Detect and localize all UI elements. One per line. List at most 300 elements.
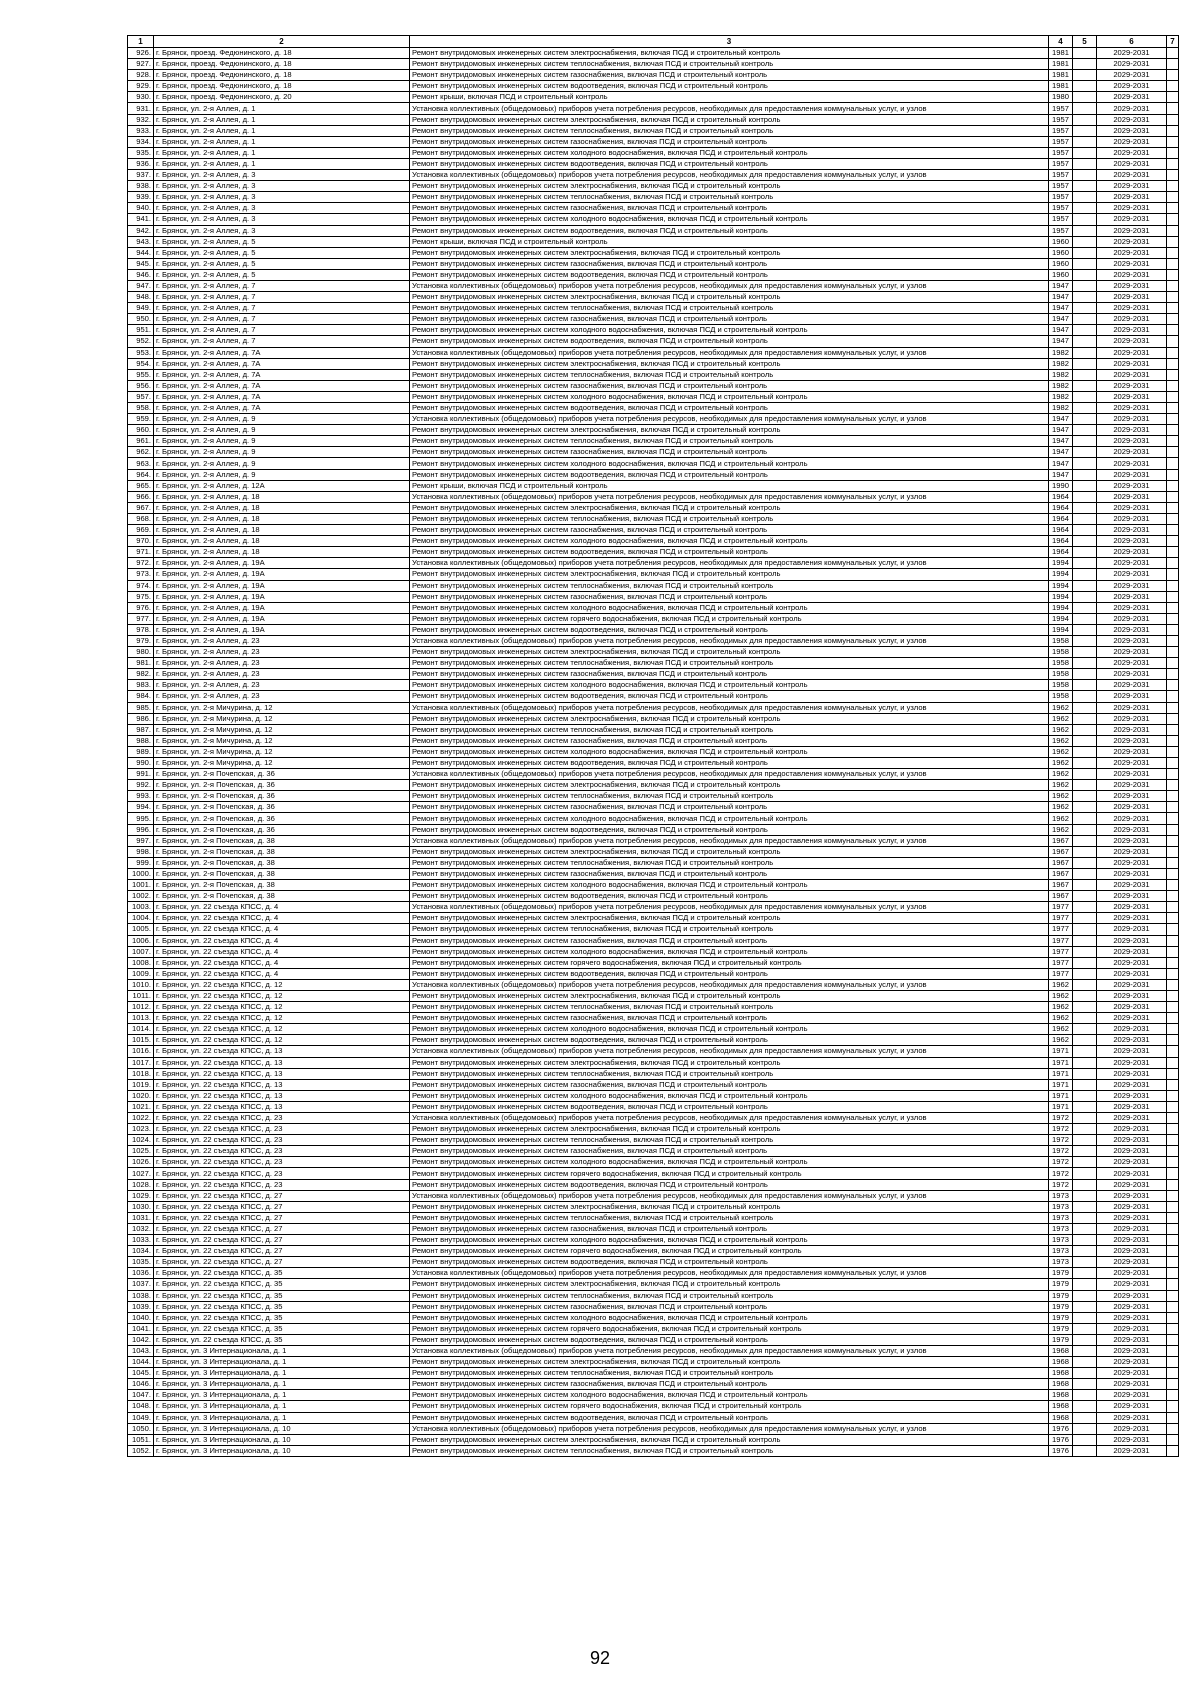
address-cell: г. Брянск, ул. 2-я Аллея, д. 7 xyxy=(154,280,410,291)
year-cell: 1957 xyxy=(1049,181,1073,192)
address-cell: г. Брянск, ул. 2-я Аллея, д. 9 xyxy=(154,414,410,425)
period-cell: 2029-2031 xyxy=(1097,735,1167,746)
work-type-cell: Ремонт внутридомовых инженерных систем электроснабжения, включая ПСД и строительный контроль xyxy=(410,647,1049,658)
period-cell: 2029-2031 xyxy=(1097,602,1167,613)
table-row xyxy=(128,835,1179,846)
table-row xyxy=(128,480,1179,491)
year-cell: 1962 xyxy=(1049,724,1073,735)
col7-cell xyxy=(1167,314,1179,325)
col5-cell xyxy=(1073,125,1097,136)
address-cell: г. Брянск, ул. 22 съезда КПСС, д. 4 xyxy=(154,968,410,979)
year-cell: 1982 xyxy=(1049,380,1073,391)
period-cell: 2029-2031 xyxy=(1097,480,1167,491)
address-cell: г. Брянск, ул. 22 съезда КПСС, д. 23 xyxy=(154,1135,410,1146)
year-cell: 1957 xyxy=(1049,114,1073,125)
col5-cell xyxy=(1073,491,1097,502)
row-number: 983. xyxy=(128,680,154,691)
year-cell: 1982 xyxy=(1049,391,1073,402)
year-cell: 1947 xyxy=(1049,303,1073,314)
work-type-cell: Ремонт внутридомовых инженерных систем холодного водоснабжения, включая ПСД и строительный контроль xyxy=(410,946,1049,957)
col7-cell xyxy=(1167,147,1179,158)
work-type-cell: Ремонт внутридомовых инженерных систем водоотведения, включая ПСД и строительный контроль xyxy=(410,968,1049,979)
work-type-cell: Ремонт внутридомовых инженерных систем водоотведения, включая ПСД и строительный контроль xyxy=(410,1179,1049,1190)
address-cell: г. Брянск, ул. 2-я Почепская, д. 36 xyxy=(154,780,410,791)
table-row xyxy=(128,269,1179,280)
row-number: 978. xyxy=(128,624,154,635)
col7-cell xyxy=(1167,547,1179,558)
period-cell: 2029-2031 xyxy=(1097,624,1167,635)
col5-cell xyxy=(1073,1146,1097,1157)
col5-cell xyxy=(1073,48,1097,59)
table-row xyxy=(128,502,1179,513)
header-col-6: 6 xyxy=(1097,36,1167,48)
row-number: 942. xyxy=(128,225,154,236)
col5-cell xyxy=(1073,935,1097,946)
col7-cell xyxy=(1167,680,1179,691)
period-cell: 2029-2031 xyxy=(1097,1013,1167,1024)
year-cell: 1977 xyxy=(1049,946,1073,957)
col5-cell xyxy=(1073,669,1097,680)
address-cell: г. Брянск, ул. 2-я Аллея, д. 7 xyxy=(154,303,410,314)
work-type-cell: Ремонт внутридомовых инженерных систем электроснабжения, включая ПСД и строительный контроль xyxy=(410,1124,1049,1135)
period-cell: 2029-2031 xyxy=(1097,846,1167,857)
table-row xyxy=(128,336,1179,347)
col5-cell xyxy=(1073,547,1097,558)
col5-cell xyxy=(1073,1268,1097,1279)
col7-cell xyxy=(1167,1079,1179,1090)
table-row xyxy=(128,1434,1179,1445)
year-cell: 1962 xyxy=(1049,780,1073,791)
period-cell: 2029-2031 xyxy=(1097,1445,1167,1456)
work-type-cell: Ремонт внутридомовых инженерных систем холодного водоснабжения, включая ПСД и строительный контроль xyxy=(410,680,1049,691)
col5-cell xyxy=(1073,1312,1097,1323)
work-type-cell: Ремонт внутридомовых инженерных систем водоотведения, включая ПСД и строительный контроль xyxy=(410,469,1049,480)
row-number: 1038. xyxy=(128,1290,154,1301)
col5-cell xyxy=(1073,968,1097,979)
work-type-cell: Ремонт внутридомовых инженерных систем газоснабжения, включая ПСД и строительный контроль xyxy=(410,1223,1049,1234)
year-cell: 1962 xyxy=(1049,769,1073,780)
address-cell: г. Брянск, ул. 2-я Аллея, д. 7 xyxy=(154,336,410,347)
col7-cell xyxy=(1167,957,1179,968)
row-number: 1004. xyxy=(128,913,154,924)
table-row xyxy=(128,1190,1179,1201)
table-row xyxy=(128,48,1179,59)
year-cell: 1982 xyxy=(1049,403,1073,414)
work-type-cell: Ремонт внутридомовых инженерных систем электроснабжения, включая ПСД и строительный контроль xyxy=(410,425,1049,436)
col7-cell xyxy=(1167,391,1179,402)
col5-cell xyxy=(1073,1279,1097,1290)
address-cell: г. Брянск, ул. 2-я Аллея, д. 9 xyxy=(154,469,410,480)
work-type-cell: Ремонт внутридомовых инженерных систем холодного водоснабжения, включая ПСД и строительный контроль xyxy=(410,325,1049,336)
address-cell: г. Брянск, ул. 3 Интернационала, д. 1 xyxy=(154,1345,410,1356)
work-type-cell: Установка коллективных (общедомовых) приборов учета потребления ресурсов, необходимых для предоставления коммунальных услуг, и узлов xyxy=(410,902,1049,913)
row-number: 1028. xyxy=(128,1179,154,1190)
col5-cell xyxy=(1073,658,1097,669)
col5-cell xyxy=(1073,436,1097,447)
year-cell: 1973 xyxy=(1049,1246,1073,1257)
work-type-cell: Ремонт внутридомовых инженерных систем водоотведения, включая ПСД и строительный контроль xyxy=(410,891,1049,902)
address-cell: г. Брянск, ул. 22 съезда КПСС, д. 27 xyxy=(154,1223,410,1234)
year-cell: 1980 xyxy=(1049,92,1073,103)
row-number: 961. xyxy=(128,436,154,447)
col5-cell xyxy=(1073,880,1097,891)
row-number: 977. xyxy=(128,613,154,624)
work-type-cell: Ремонт внутридомовых инженерных систем электроснабжения, включая ПСД и строительный контроль xyxy=(410,502,1049,513)
work-type-cell: Ремонт внутридомовых инженерных систем холодного водоснабжения, включая ПСД и строительный контроль xyxy=(410,1157,1049,1168)
work-type-cell: Ремонт внутридомовых инженерных систем водоотведения, включая ПСД и строительный контроль xyxy=(410,336,1049,347)
col7-cell xyxy=(1167,1334,1179,1345)
address-cell: г. Брянск, ул. 22 съезда КПСС, д. 23 xyxy=(154,1113,410,1124)
year-cell: 1964 xyxy=(1049,491,1073,502)
table-row xyxy=(128,358,1179,369)
year-cell: 1968 xyxy=(1049,1357,1073,1368)
address-cell: г. Брянск, ул. 22 съезда КПСС, д. 23 xyxy=(154,1146,410,1157)
address-cell: г. Брянск, ул. 2-я Аллея, д. 3 xyxy=(154,170,410,181)
row-number: 927. xyxy=(128,59,154,70)
table-row xyxy=(128,1124,1179,1135)
period-cell: 2029-2031 xyxy=(1097,236,1167,247)
table-row xyxy=(128,247,1179,258)
col7-cell xyxy=(1167,880,1179,891)
address-cell: г. Брянск, ул. 2-я Мичурина, д. 12 xyxy=(154,758,410,769)
col5-cell xyxy=(1073,1135,1097,1146)
col7-cell xyxy=(1167,735,1179,746)
work-type-cell: Ремонт внутридомовых инженерных систем электроснабжения, включая ПСД и строительный контроль xyxy=(410,292,1049,303)
col7-cell xyxy=(1167,1390,1179,1401)
work-type-cell: Ремонт внутридомовых инженерных систем газоснабжения, включая ПСД и строительный контроль xyxy=(410,591,1049,602)
row-number: 971. xyxy=(128,547,154,558)
col7-cell xyxy=(1167,558,1179,569)
period-cell: 2029-2031 xyxy=(1097,1090,1167,1101)
row-number: 935. xyxy=(128,147,154,158)
table-row xyxy=(128,436,1179,447)
row-number: 998. xyxy=(128,846,154,857)
period-cell: 2029-2031 xyxy=(1097,214,1167,225)
table-row xyxy=(128,280,1179,291)
table-body xyxy=(128,48,1179,1457)
address-cell: г. Брянск, ул. 2-я Аллея, д. 9 xyxy=(154,447,410,458)
year-cell: 1973 xyxy=(1049,1190,1073,1201)
row-number: 926. xyxy=(128,48,154,59)
table-row xyxy=(128,1368,1179,1379)
address-cell: г. Брянск, ул. 2-я Аллея, д. 18 xyxy=(154,547,410,558)
col5-cell xyxy=(1073,147,1097,158)
period-cell: 2029-2031 xyxy=(1097,902,1167,913)
year-cell: 1976 xyxy=(1049,1445,1073,1456)
work-type-cell: Ремонт внутридомовых инженерных систем газоснабжения, включая ПСД и строительный контроль xyxy=(410,314,1049,325)
year-cell: 1967 xyxy=(1049,880,1073,891)
work-type-cell: Установка коллективных (общедомовых) приборов учета потребления ресурсов, необходимых для предоставления коммунальных услуг, и узлов xyxy=(410,979,1049,990)
period-cell: 2029-2031 xyxy=(1097,724,1167,735)
row-number: 1022. xyxy=(128,1113,154,1124)
work-type-cell: Ремонт внутридомовых инженерных систем газоснабжения, включая ПСД и строительный контроль xyxy=(410,735,1049,746)
year-cell: 1982 xyxy=(1049,358,1073,369)
work-type-cell: Установка коллективных (общедомовых) приборов учета потребления ресурсов, необходимых для предоставления коммунальных услуг, и узлов xyxy=(410,280,1049,291)
col7-cell xyxy=(1167,1268,1179,1279)
col5-cell xyxy=(1073,580,1097,591)
col7-cell xyxy=(1167,946,1179,957)
work-type-cell: Ремонт внутридомовых инженерных систем холодного водоснабжения, включая ПСД и строительный контроль xyxy=(410,1312,1049,1323)
table-row xyxy=(128,314,1179,325)
table-row xyxy=(128,713,1179,724)
address-cell: г. Брянск, ул. 22 съезда КПСС, д. 27 xyxy=(154,1246,410,1257)
work-type-cell: Установка коллективных (общедомовых) приборов учета потребления ресурсов, необходимых для предоставления коммунальных услуг, и узлов xyxy=(410,702,1049,713)
row-number: 984. xyxy=(128,691,154,702)
col5-cell xyxy=(1073,92,1097,103)
year-cell: 1973 xyxy=(1049,1201,1073,1212)
table-row xyxy=(128,746,1179,757)
work-type-cell: Ремонт внутридомовых инженерных систем водоотведения, включая ПСД и строительный контроль xyxy=(410,81,1049,92)
year-cell: 1962 xyxy=(1049,735,1073,746)
row-number: 967. xyxy=(128,502,154,513)
col7-cell xyxy=(1167,1101,1179,1112)
col5-cell xyxy=(1073,780,1097,791)
year-cell: 1994 xyxy=(1049,591,1073,602)
row-number: 1023. xyxy=(128,1124,154,1135)
row-number: 979. xyxy=(128,635,154,646)
year-cell: 1973 xyxy=(1049,1223,1073,1234)
col7-cell xyxy=(1167,702,1179,713)
year-cell: 1957 xyxy=(1049,203,1073,214)
col7-cell xyxy=(1167,347,1179,358)
col7-cell xyxy=(1167,1135,1179,1146)
col7-cell xyxy=(1167,1157,1179,1168)
table-row xyxy=(128,1035,1179,1046)
address-cell: г. Брянск, ул. 3 Интернационала, д. 10 xyxy=(154,1434,410,1445)
col5-cell xyxy=(1073,1201,1097,1212)
work-type-cell: Установка коллективных (общедомовых) приборов учета потребления ресурсов, необходимых для предоставления коммунальных услуг, и узлов xyxy=(410,1268,1049,1279)
year-cell: 1976 xyxy=(1049,1434,1073,1445)
col7-cell xyxy=(1167,125,1179,136)
table-row xyxy=(128,813,1179,824)
table-row xyxy=(128,1323,1179,1334)
year-cell: 1967 xyxy=(1049,891,1073,902)
col7-cell xyxy=(1167,1179,1179,1190)
table-row xyxy=(128,1179,1179,1190)
year-cell: 1962 xyxy=(1049,702,1073,713)
address-cell: г. Брянск, ул. 22 съезда КПСС, д. 27 xyxy=(154,1190,410,1201)
col7-cell xyxy=(1167,269,1179,280)
year-cell: 1957 xyxy=(1049,170,1073,181)
work-type-cell: Ремонт внутридомовых инженерных систем теплоснабжения, включая ПСД и строительный контроль xyxy=(410,125,1049,136)
col7-cell xyxy=(1167,1357,1179,1368)
period-cell: 2029-2031 xyxy=(1097,1002,1167,1013)
work-type-cell: Ремонт внутридомовых инженерных систем холодного водоснабжения, включая ПСД и строительный контроль xyxy=(410,536,1049,547)
header-col-4: 4 xyxy=(1049,36,1073,48)
work-type-cell: Ремонт внутридомовых инженерных систем электроснабжения, включая ПСД и строительный контроль xyxy=(410,1434,1049,1445)
work-type-cell: Ремонт внутридомовых инженерных систем водоотведения, включая ПСД и строительный контроль xyxy=(410,225,1049,236)
col5-cell xyxy=(1073,1412,1097,1423)
col7-cell xyxy=(1167,813,1179,824)
col5-cell xyxy=(1073,1057,1097,1068)
year-cell: 1962 xyxy=(1049,746,1073,757)
col5-cell xyxy=(1073,170,1097,181)
table-row xyxy=(128,513,1179,524)
col5-cell xyxy=(1073,691,1097,702)
col5-cell xyxy=(1073,1101,1097,1112)
col7-cell xyxy=(1167,1024,1179,1035)
address-cell: г. Брянск, ул. 2-я Аллея, д. 18 xyxy=(154,513,410,524)
work-type-cell: Ремонт внутридомовых инженерных систем теплоснабжения, включая ПСД и строительный контроль xyxy=(410,59,1049,70)
year-cell: 1972 xyxy=(1049,1146,1073,1157)
year-cell: 1947 xyxy=(1049,314,1073,325)
table-row xyxy=(128,780,1179,791)
year-cell: 1957 xyxy=(1049,136,1073,147)
row-number: 1033. xyxy=(128,1235,154,1246)
col7-cell xyxy=(1167,480,1179,491)
work-type-cell: Ремонт внутридомовых инженерных систем электроснабжения, включая ПСД и строительный контроль xyxy=(410,780,1049,791)
table-row xyxy=(128,303,1179,314)
address-cell: г. Брянск, ул. 2-я Аллея, д. 19А xyxy=(154,624,410,635)
work-type-cell: Ремонт внутридомовых инженерных систем теплоснабжения, включая ПСД и строительный контроль xyxy=(410,1135,1049,1146)
year-cell: 1968 xyxy=(1049,1368,1073,1379)
period-cell: 2029-2031 xyxy=(1097,946,1167,957)
table-row xyxy=(128,1024,1179,1035)
row-number: 993. xyxy=(128,791,154,802)
col5-cell xyxy=(1073,203,1097,214)
col5-cell xyxy=(1073,1290,1097,1301)
period-cell: 2029-2031 xyxy=(1097,802,1167,813)
row-number: 988. xyxy=(128,735,154,746)
year-cell: 1967 xyxy=(1049,857,1073,868)
col7-cell xyxy=(1167,1323,1179,1334)
row-number: 1048. xyxy=(128,1401,154,1412)
col5-cell xyxy=(1073,380,1097,391)
col5-cell xyxy=(1073,868,1097,879)
table-row xyxy=(128,92,1179,103)
col7-cell xyxy=(1167,81,1179,92)
address-cell: г. Брянск, ул. 3 Интернационала, д. 1 xyxy=(154,1357,410,1368)
row-number: 948. xyxy=(128,292,154,303)
year-cell: 1960 xyxy=(1049,269,1073,280)
year-cell: 1947 xyxy=(1049,292,1073,303)
address-cell: г. Брянск, ул. 22 съезда КПСС, д. 23 xyxy=(154,1157,410,1168)
col5-cell xyxy=(1073,1035,1097,1046)
work-type-cell: Ремонт внутридомовых инженерных систем газоснабжения, включая ПСД и строительный контроль xyxy=(410,868,1049,879)
work-type-cell: Ремонт внутридомовых инженерных систем газоснабжения, включая ПСД и строительный контроль xyxy=(410,70,1049,81)
row-number: 962. xyxy=(128,447,154,458)
period-cell: 2029-2031 xyxy=(1097,1423,1167,1434)
year-cell: 1968 xyxy=(1049,1401,1073,1412)
row-number: 982. xyxy=(128,669,154,680)
address-cell: г. Брянск, ул. 22 съезда КПСС, д. 13 xyxy=(154,1046,410,1057)
row-number: 936. xyxy=(128,158,154,169)
row-number: 929. xyxy=(128,81,154,92)
row-number: 943. xyxy=(128,236,154,247)
period-cell: 2029-2031 xyxy=(1097,1279,1167,1290)
year-cell: 1979 xyxy=(1049,1334,1073,1345)
table-row xyxy=(128,558,1179,569)
table-row xyxy=(128,990,1179,1001)
year-cell: 1981 xyxy=(1049,70,1073,81)
work-type-cell: Ремонт внутридомовых инженерных систем газоснабжения, включая ПСД и строительный контроль xyxy=(410,380,1049,391)
period-cell: 2029-2031 xyxy=(1097,824,1167,835)
period-cell: 2029-2031 xyxy=(1097,181,1167,192)
col5-cell xyxy=(1073,525,1097,536)
row-number: 1017. xyxy=(128,1057,154,1068)
table-row xyxy=(128,635,1179,646)
table-row xyxy=(128,758,1179,769)
year-cell: 1973 xyxy=(1049,1212,1073,1223)
col7-cell xyxy=(1167,824,1179,835)
table-row xyxy=(128,1279,1179,1290)
row-number: 976. xyxy=(128,602,154,613)
table-row xyxy=(128,214,1179,225)
period-cell: 2029-2031 xyxy=(1097,1157,1167,1168)
col5-cell xyxy=(1073,713,1097,724)
year-cell: 1979 xyxy=(1049,1290,1073,1301)
year-cell: 1947 xyxy=(1049,425,1073,436)
col5-cell xyxy=(1073,1334,1097,1345)
address-cell: г. Брянск, ул. 22 съезда КПСС, д. 27 xyxy=(154,1257,410,1268)
row-number: 963. xyxy=(128,458,154,469)
col5-cell xyxy=(1073,1390,1097,1401)
col5-cell xyxy=(1073,192,1097,203)
row-number: 1040. xyxy=(128,1312,154,1323)
table-row xyxy=(128,347,1179,358)
row-number: 981. xyxy=(128,658,154,669)
col5-cell xyxy=(1073,403,1097,414)
table-row xyxy=(128,1113,1179,1124)
row-number: 980. xyxy=(128,647,154,658)
row-number: 999. xyxy=(128,857,154,868)
period-cell: 2029-2031 xyxy=(1097,1190,1167,1201)
work-type-cell: Ремонт внутридомовых инженерных систем газоснабжения, включая ПСД и строительный контроль xyxy=(410,669,1049,680)
period-cell: 2029-2031 xyxy=(1097,502,1167,513)
period-cell: 2029-2031 xyxy=(1097,1057,1167,1068)
year-cell: 1972 xyxy=(1049,1124,1073,1135)
col5-cell xyxy=(1073,602,1097,613)
work-type-cell: Ремонт внутридомовых инженерных систем теплоснабжения, включая ПСД и строительный контроль xyxy=(410,580,1049,591)
address-cell: г. Брянск, проезд. Федюнинского, д. 18 xyxy=(154,70,410,81)
work-type-cell: Ремонт внутридомовых инженерных систем водоотведения, включая ПСД и строительный контроль xyxy=(410,1334,1049,1345)
col7-cell xyxy=(1167,469,1179,480)
table-row xyxy=(128,902,1179,913)
header-col-3: 3 xyxy=(410,36,1049,48)
table-row xyxy=(128,1257,1179,1268)
year-cell: 1947 xyxy=(1049,458,1073,469)
table-row xyxy=(128,591,1179,602)
table-row xyxy=(128,1412,1179,1423)
period-cell: 2029-2031 xyxy=(1097,1046,1167,1057)
table-row xyxy=(128,1212,1179,1223)
period-cell: 2029-2031 xyxy=(1097,303,1167,314)
period-cell: 2029-2031 xyxy=(1097,314,1167,325)
table-row xyxy=(128,136,1179,147)
address-cell: г. Брянск, ул. 2-я Аллея, д. 7 xyxy=(154,314,410,325)
period-cell: 2029-2031 xyxy=(1097,70,1167,81)
work-type-cell: Установка коллективных (общедомовых) приборов учета потребления ресурсов, необходимых для предоставления коммунальных услуг, и узлов xyxy=(410,103,1049,114)
year-cell: 1971 xyxy=(1049,1046,1073,1057)
col7-cell xyxy=(1167,835,1179,846)
table-row xyxy=(128,1246,1179,1257)
col7-cell xyxy=(1167,902,1179,913)
table-row xyxy=(128,536,1179,547)
col7-cell xyxy=(1167,525,1179,536)
row-number: 958. xyxy=(128,403,154,414)
table-row xyxy=(128,647,1179,658)
address-cell: г. Брянск, ул. 22 съезда КПСС, д. 35 xyxy=(154,1301,410,1312)
address-cell: г. Брянск, ул. 2-я Аллея, д. 3 xyxy=(154,181,410,192)
col5-cell xyxy=(1073,835,1097,846)
year-cell: 1962 xyxy=(1049,813,1073,824)
col7-cell xyxy=(1167,214,1179,225)
period-cell: 2029-2031 xyxy=(1097,414,1167,425)
col5-cell xyxy=(1073,502,1097,513)
period-cell: 2029-2031 xyxy=(1097,968,1167,979)
address-cell: г. Брянск, ул. 3 Интернационала, д. 10 xyxy=(154,1423,410,1434)
row-number: 996. xyxy=(128,824,154,835)
